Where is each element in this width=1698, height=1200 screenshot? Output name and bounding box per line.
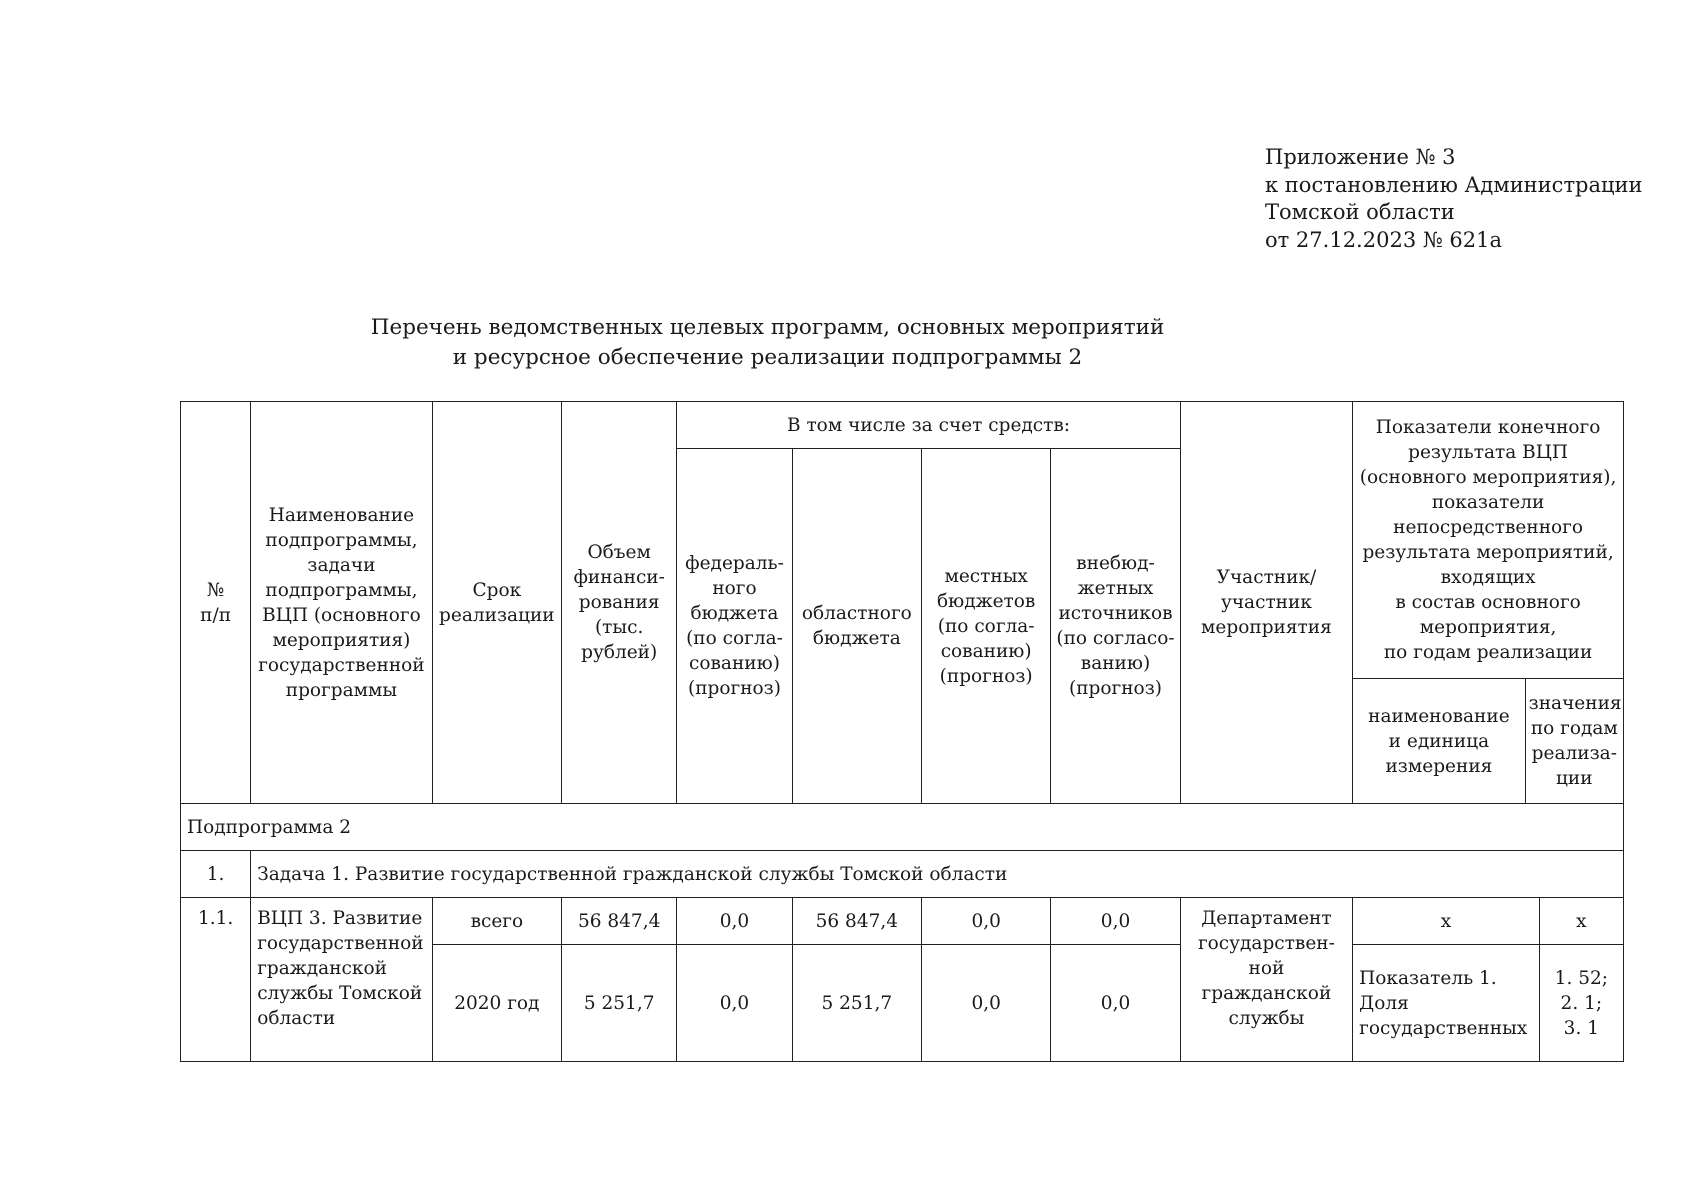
cell-local: 0,0	[921, 898, 1050, 945]
cell-period: 2020 год	[432, 945, 561, 1062]
appendix-line: к постановлению Администрации	[1265, 172, 1643, 197]
cell-volume: 56 847,4	[562, 898, 677, 945]
task-row	[181, 851, 1624, 898]
cell-extra: 0,0	[1051, 898, 1180, 945]
cell-period: всего	[432, 898, 561, 945]
subprogram-row	[181, 804, 1624, 851]
task-text: Задача 1. Развитие государственной гражданской службы Томской области	[251, 851, 1624, 898]
header-name: Наименование подпрограммы, задачи подпрограммы, ВЦП (основного мероприятия) государственной программы	[251, 402, 432, 804]
task-num: 1.	[181, 851, 251, 898]
header-participant: Участник/ участник мероприятия	[1180, 402, 1352, 804]
appendix-line: Томской области	[1265, 200, 1455, 224]
table-row	[181, 898, 1624, 945]
header-extra: внебюд- жетных источников (по согласо- ванию) (прогноз)	[1051, 449, 1180, 804]
header-including: В том числе за счет средств:	[677, 402, 1180, 449]
cell-indicator-name: x	[1353, 898, 1540, 945]
cell-federal: 0,0	[677, 945, 792, 1062]
cell-federal: 0,0	[677, 898, 792, 945]
title-line-1: Перечень ведомственных целевых программ, основных мероприятий	[370, 315, 1165, 340]
header-period: Срок реализации	[432, 402, 561, 804]
appendix-line: Приложение № 3	[1265, 145, 1456, 169]
item-participant: Департамент государствен- ной гражданской службы	[1180, 898, 1352, 1062]
cell-regional: 56 847,4	[792, 898, 921, 945]
header-volume: Объем финанси- рования (тыс. рублей)	[562, 402, 677, 804]
document-title	[180, 313, 1355, 373]
header-federal: федераль- ного бюджета (по согла- сованию) (прогноз)	[677, 449, 792, 804]
cell-extra: 0,0	[1051, 945, 1180, 1062]
appendix-block	[1265, 144, 1643, 254]
cell-indicator-values: x	[1539, 898, 1623, 945]
cell-regional: 5 251,7	[792, 945, 921, 1062]
subprogram-label: Подпрограмма 2	[181, 804, 1624, 851]
header-indicator-values: значения по годам реализа- ции	[1525, 679, 1623, 804]
header-local: местных бюджетов (по согла- сованию) (прогноз)	[921, 449, 1050, 804]
header-indicators: Показатели конечного результата ВЦП (основного мероприятия), показатели непосредственного результата мероприятий, входящих в состав основного мероприятия, по годам реализации	[1353, 402, 1624, 679]
appendix-line: от 27.12.2023 № 621а	[1265, 227, 1502, 252]
title-line-2: и ресурсное обеспечение реализации подпрограммы 2	[452, 345, 1083, 370]
cell-indicator-values: 1. 52; 2. 1; 3. 1	[1539, 945, 1623, 1062]
program-table	[180, 401, 1624, 1062]
header-regional: областного бюджета	[792, 449, 921, 804]
cell-indicator-name: Показатель 1. Доля государственных	[1353, 945, 1540, 1062]
cell-local: 0,0	[921, 945, 1050, 1062]
cell-volume: 5 251,7	[562, 945, 677, 1062]
header-num: № п/п	[181, 402, 251, 804]
item-name: ВЦП 3. Развитие государственной гражданской службы Томской области	[251, 898, 432, 1062]
header-indicator-name: наименование и единица измерения	[1353, 679, 1525, 804]
item-num: 1.1.	[181, 898, 251, 1062]
